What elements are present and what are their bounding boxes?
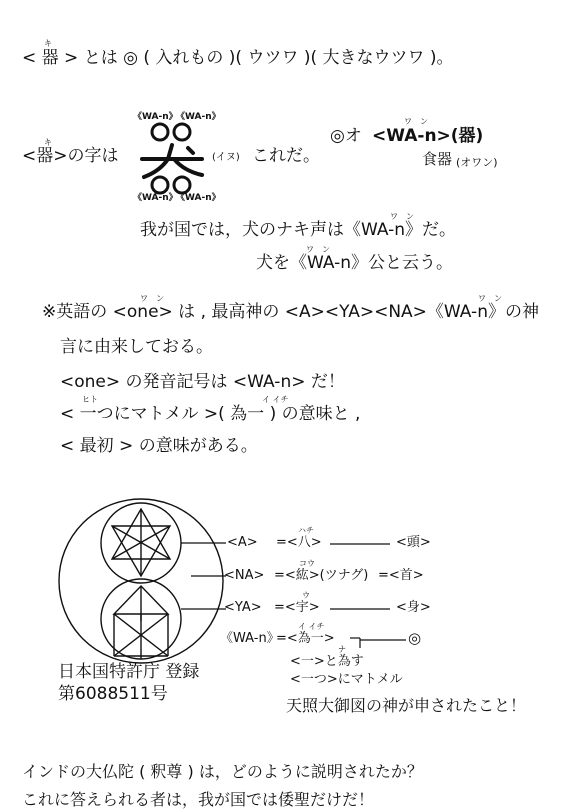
dog-line-1: 我が国では，犬のナキ声は《WA-n》だ。 [140,220,457,240]
ruby-iichi: イ イチ [262,395,289,404]
row-a-lhs: <A> [227,535,258,550]
row-na-lhs: <NA> [224,568,265,583]
patent-line-1: 日本国特許庁 登録 [58,662,200,682]
kanji-line: <器>の字は [22,146,119,166]
row-ya-line [330,608,390,610]
row-ya-eq: =<宇> [274,600,320,615]
ruby-u: ウ [302,591,310,600]
row-wan-eq: =<為一> [276,631,335,646]
inu-reading: (イヌ) [212,152,240,163]
ruby-wan: ワ ン [140,294,164,303]
row-na-rhs: =<首> [378,568,424,583]
english-line-3: <one> の発音記号は <WA-n> だ！ [60,372,345,392]
ruby-hito: ヒト [82,395,98,404]
emblem-diagram [56,496,226,666]
row-a-rhs: <頭> [396,535,431,550]
korenada: これだ。 [252,146,320,166]
ruby-ki-2: キ [44,138,52,147]
ki-character-glyph [138,121,218,201]
row-ya-rhs: <身> [396,600,431,615]
row-a-line [330,543,390,545]
ruby-wan: ワ ン [404,117,428,126]
tensho-line: 天照大御図の神が申されたこと！ [286,696,527,715]
ruby-wan: ワ ン [478,294,502,303]
intro-line: < 器 > とは ◎ ( 入れもの )( ウツワ )( 大きなウツワ )。 [22,48,454,68]
footer-line-1: インドの大仏陀 ( 釈尊 ) は，どのように説明されたか？ [22,762,423,781]
ruby-ki: キ [44,39,52,48]
row-ya-lhs: <YA> [224,600,262,615]
bracket-wa-n: <WA-n>(器) [372,126,484,146]
wa-n-label: 《WA-n》 [133,193,178,203]
ruby-wan: ワ ン [390,212,414,221]
english-line-5: < 最初 > の意味がある。 [60,436,258,456]
english-line-2: 言に由来しておる。 [60,337,213,357]
ruby-iichi: イ イチ [298,622,325,631]
wa-n-label: 《WA-n》 [133,112,178,122]
patent-line-2: 第6088511号 [58,684,168,704]
ruby-wan: ワ ン [306,245,330,254]
ruby-kou: コウ [299,559,315,568]
circle-o: ◎オ [330,126,362,146]
footer-line-2: これに答えられる者は，我が国では倭聖だけだ！ [22,790,375,809]
english-line-1: ※英語の <one> は , 最高神の <A><YA><NA>《WA-n》の神 [42,302,539,322]
shokki: 食器 [422,150,453,168]
english-line-4: < 一つにマトメル >( 為一 ) の意味と , [60,404,361,424]
row-na-eq: =<紘>(ツナグ) [274,568,369,583]
sub-line-2: <一つ>にマトメル [290,672,403,687]
wa-n-label: 《WA-n》 [176,193,221,203]
row-a-eq: =<八> [276,535,322,550]
row-wan-rhs: ◎ [408,629,422,647]
shokki-reading: (オワン) [456,156,498,169]
row-wan-lhs: 《WA-n》 [220,631,280,646]
sub-line-1: <一>と為す [290,654,364,669]
ruby-na: ナ [338,645,346,654]
dog-line-2: 犬を《WA-n》公と云う。 [256,253,454,273]
ruby-hachi: ハチ [298,526,314,535]
wa-n-label: 《WA-n》 [176,112,221,122]
